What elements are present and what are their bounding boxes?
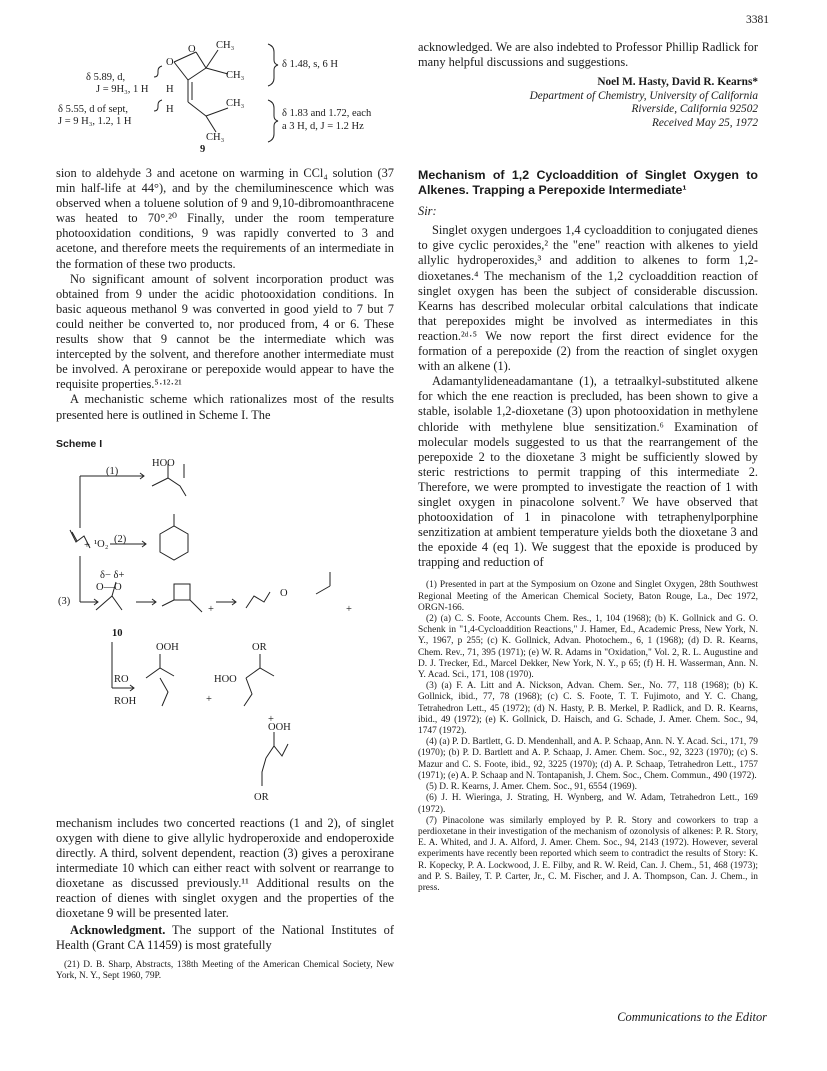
plus-sign: +	[208, 603, 214, 615]
paragraph: sion to aldehyde 3 and acetone on warming in CCl₄ solution (37 min half-life at 44°), and by the chemiluminescence which was observed when a toluene solution of 9 and 9,10-dibromoanthracene was heated to 70°.²⁰ Finally, under the room temperature photooxidation conditions, 9 was rapidly converted to 3 and acetone, and therefore meets the requirements of an intermediate in the formation of these two products.	[56, 166, 394, 271]
paragraph: Singlet oxygen undergoes 1,4 cycloaddition to conjugated dienes to give cyclic peroxides,² the "ene" reaction with alkenes to yield allylic hydroperoxides,³ and addition to alkenes to form 1,2-dioxetanes.⁴ The mechanism of the 1,2 cycloaddition reaction of singlet oxygen has been the subject of considerable discussion. Kearns has described molecular orbital calculations that indicate that perepoxides might be involved as intermediates in this reaction.²ᵈ·⁵ We now report the first direct evidence for the formation of a perepoxide (2) from the reaction of singlet oxygen with an alkene (1).	[418, 223, 758, 374]
atom-h: H	[166, 84, 174, 95]
scheme-1	[56, 456, 394, 816]
compound-9-structure	[56, 40, 394, 158]
label-ro: RO	[114, 673, 129, 685]
nmr-methyl-2-detail: a 3 H, d, J = 1.2 Hz	[282, 121, 364, 132]
atom-ch3: CH₃	[216, 40, 235, 51]
nmr-h2: δ 5.55, d of sept,	[58, 104, 128, 115]
atom-ch3: CH₃	[226, 70, 245, 81]
footnote: (5) D. R. Kearns, J. Amer. Chem. Soc., 91, 6554 (1969).	[426, 782, 637, 793]
paragraph: A mechanistic scheme which rationalizes most of the results presented here is outlined in Scheme I. The	[56, 392, 394, 422]
paragraph: No significant amount of solvent incorporation product was obtained from 9 under the acidic photooxidation conditions. In basic aqueous methanol 9 was converted in good yield to 7 but 7 could neither be converted to, nor produced from, 4 or 6. These results show that 9 cannot be the intermediate which was intercepted by the solvent, and therefore another intermediate must be involved. A peroxirane or perepoxide would appear to have the requisite properties.⁵·¹²·²¹	[56, 271, 394, 392]
peroxirane-label: O—O	[96, 581, 122, 593]
affiliation: Department of Chemistry, University of California	[529, 89, 758, 102]
oxygen-label: O	[280, 587, 288, 599]
paragraph: Adamantylideneadamantane (1), a tetraalkyl-substituted alkene for which the ene reaction is precluded, has been shown to give a stable, isolable 1,2-dioxetane (3) upon photooxidation in methylene chloride with methylene blue sensitization.⁶ Examination of molecular models suggested to us that the rearrangement of the perepoxide 2 to the dioxetane 3 might be sufficiently slowed by steric restrictions to permit trapping of this intermediate 2. Therefore, we were prompted to investigate the reaction of 1 with singlet oxygen in pinacolone solvent.⁷ We have observed that photooxidation of 1 in pinacolone with tetraphenylporphine senzitization at ambient temperature yields both the dioxetane 3 and the epoxide 4 (eq 1). We suggest that the epoxide is produced by trapping and reduction of	[418, 374, 758, 570]
atom-h: H	[166, 104, 174, 115]
paragraph: mechanism includes two concerted reactions (1 and 2), of singlet oxygen with diene to give allylic hydroperoxide and endoperoxide directly. A third, solvent dependent, reaction (3) gives a peroxirane intermediate 10 which can either react with solvent or rearrange to dioxetane as discussed previously.¹¹ Additional results on the reaction of dienes with singlet oxygen and the properties of the dioxetane 9 will be presented later.	[56, 815, 394, 921]
article-title: Mechanism of 1,2 Cycloaddition of Singlet Oxygen to Alkenes. Trapping a Perepoxide Intermediate¹	[418, 168, 758, 198]
label-or: OR	[254, 791, 269, 803]
reaction-2-label: (2)	[114, 533, 127, 545]
atom-ch3: CH₃	[206, 132, 225, 143]
nmr-h1: δ 5.89, d,	[86, 72, 126, 83]
footnote: (7) Pinacolone was similarly employed by P. R. Story and coworkers to trap a perdioxetane in their investigation of the mechanism of ozonolysis of alkenes: P. R. Story, E. A. Whited, and J. A. Alford, J. Amer. Chem. Soc., 94, 2143 (1972). However, several experiments have recently been reported which seem to contradict the results of Story: K. R. Kopecky, P. A. Lockwood, J. E. Filby, and R. W. Reid, Can. J. Chem., 51, 468 (1973); and P. S. Bailey, T. P. Carter, Jr., C. M. Fischer, and J. A. Thompson, Can. J. Chem., in press.	[418, 815, 758, 893]
acknowledgment-text: The support of the National Institutes of Health (Grant CA 11459) is most gratefully	[56, 923, 394, 953]
footnote: (3) (a) F. A. Litt and A. Nickson, Advan. Chem. Ser., No. 77, 118 (1968); (b) K. Gollnick, ibid., 77, 78 (1968); (c) C. S. Foote, T. T. Fujimoto, and Y. C. Chang, Tetrahedron Lett., 45 (1972); (d) N. Hasty, P. B. Merkel, P. Radlick, and D. R. Kearns, ibid., 49 (1972); (e) K. Gollnick, D. Haisch, and G. Schade, J. Amer. Chem. Soc., 94, 1747 (1972).	[418, 681, 758, 737]
address: Riverside, California 92502	[631, 103, 758, 116]
atom-o: O	[166, 57, 174, 68]
salutation: Sir:	[418, 204, 437, 219]
label-ooh: OOH	[268, 721, 291, 733]
label-or: OR	[252, 641, 267, 653]
scheme-1-drawing	[56, 456, 394, 816]
compound-number: 9	[200, 144, 206, 155]
footnote: (21) D. B. Sharp, Abstracts, 138th Meeting of the American Chemical Society, New York, N. Y., Sept 1960, 79P.	[56, 959, 394, 981]
charge-label: δ− δ+	[100, 569, 125, 581]
atom-ch3: CH₃	[226, 98, 245, 109]
plus-sign: +	[346, 603, 352, 615]
nmr-methyl-2: δ 1.83 and 1.72, each	[282, 108, 372, 119]
page-number: 3381	[746, 14, 769, 26]
footnote: (1) Presented in part at the Symposium on Ozone and Singlet Oxygen, 28th Southwest Regional Meeting of the American Chemical Society, Baton Rouge, La., Dec 1972, ORGN-166.	[418, 580, 758, 613]
plus-sign: +	[206, 693, 212, 705]
label-ooh: OOH	[156, 641, 179, 653]
compound-9-drawing	[56, 40, 394, 158]
footnotes	[418, 580, 758, 894]
acknowledgment	[56, 923, 394, 953]
left-column	[56, 40, 394, 982]
footnote: (6) J. H. Wieringa, J. Strating, H. Wynberg, and W. Adam, Tetrahedron Lett., 169 (1972).	[418, 793, 758, 815]
compound-number: 10	[112, 627, 123, 639]
reaction-3-label: (3)	[58, 595, 71, 607]
label-hoo: HOO	[152, 457, 175, 469]
footnote: (2) (a) C. S. Foote, Accounts Chem. Res., 1, 104 (1968); (b) K. Gollnick and G. O. Schenk in "1,4-Cycloaddition Reactions," J. Hamer, Ed., Academic Press, New York, N. Y., 1967, p 255; (c) K. Gollnick, Advan. Photochem., 6, 1 (1968); (d) D. R. Kearns, Chem. Rev., 71, 395 (1971); (e) W. R. Adams in "Oxidation," Vol. 2, R. L. Augustine and D. J. Trecker, Ed., Marcel Dekker, New York, N. Y., p 65; (f) H. H. Wasserman, Ann. N. Y. Acad. Sci., 171, 108 (1970).	[418, 614, 758, 681]
footnotes	[56, 960, 394, 982]
nmr-h1-coupling: J = 9H₃, 1 H	[96, 84, 149, 95]
authors: Noel M. Hasty, David R. Kearns*	[597, 76, 758, 89]
scheme-title: Scheme I	[56, 437, 103, 450]
plus-sign: +	[84, 539, 90, 551]
right-column	[418, 40, 758, 894]
plus-sign: +	[268, 713, 274, 725]
atom-o: O	[188, 44, 196, 55]
label-roh: ROH	[114, 695, 137, 707]
reaction-1-label: (1)	[106, 465, 119, 477]
label-hoo: HOO	[214, 673, 237, 685]
nmr-methyl-1: δ 1.48, s, 6 H	[282, 59, 338, 70]
received-date: Received May 25, 1972	[651, 116, 758, 129]
singlet-oxygen-label: ¹O₂	[94, 538, 109, 550]
paragraph: acknowledged. We are also indebted to Professor Phillip Radlick for many helpful discussions and suggestions.	[418, 40, 758, 70]
nmr-h2-coupling: J = 9 H₃, 1.2, 1 H	[58, 116, 132, 127]
acknowledgment-heading: Acknowledgment.	[70, 923, 166, 938]
page-footer: Communications to the Editor	[617, 1010, 767, 1024]
footnote: (4) (a) P. D. Bartlett, G. D. Mendenhall, and A. P. Schaap, Ann. N. Y. Acad. Sci., 171, 79 (1970); (b) P. D. Bartlett and A. P. Schaap, J. Amer. Chem. Soc., 92, 3223 (1970); (c) S. Mazur and C. S. Foote, ibid., 92, 3225 (1970); (d) A. P. Schaap, Tetrahedron Lett., 1757 (1971); (e) A. P. Schaap and N. Tontapanish, J. Chem. Soc., Chem. Commun., 490 (1972).	[418, 737, 758, 781]
